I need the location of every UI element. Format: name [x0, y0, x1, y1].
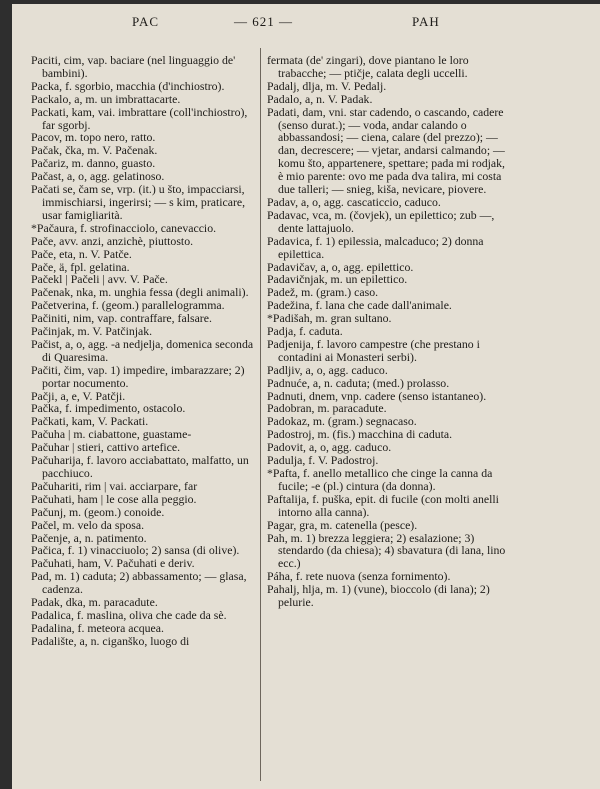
- dictionary-entry: Pačiti, čim, vap. 1) impedire, imbarazzare; 2) portar nocumento.: [31, 362, 245, 390]
- left-running-head: PAC: [132, 14, 160, 29]
- dictionary-entry: Pačuha | m. ciabattone, guastame-: [31, 427, 192, 442]
- dictionary-entry: Padulja, f. V. Padostroj.: [267, 453, 379, 468]
- dictionary-entry: Pačuhati, ham, V. Pačuhati e deriv.: [31, 556, 195, 571]
- dictionary-entry: Pačuhati, ham | le cose alla peggio.: [31, 491, 197, 506]
- dictionary-entry: Padati, dam, vni. star cadendo, o cascando, cadere (senso durat.); — voda, andar calando o abbassandosi; — ciena, calare (del prezzo); — dan, decrescere; — vjetar, andarsi calmando; — komu što, appartenere, spettare; pada mi rodjak, è mio parente: ovo me pada dva talira, mi costa due talleri; — snieg, kiša, nevicare, piovere.: [267, 104, 506, 197]
- dictionary-page: [12, 4, 600, 789]
- page-number: — 621 —: [234, 14, 293, 29]
- dictionary-entry: Padavičav, a, o, agg. epilettico.: [267, 259, 414, 274]
- column-divider: [260, 48, 261, 781]
- dictionary-entry: Padavica, f. 1) epilessia, malcaduco; 2) donna epilettica.: [267, 233, 484, 261]
- dictionary-entry: Pačkati, kam, V. Packati.: [31, 414, 149, 429]
- dictionary-entry: Pače, ä, fpl. gelatina.: [31, 259, 130, 274]
- dictionary-entry: Pačast, a, o, agg. gelatinoso.: [31, 169, 165, 184]
- dictionary-entry: Padak, dka, m. paracadute.: [31, 595, 158, 610]
- dictionary-entry: Pačariz, m. danno, guasto.: [31, 156, 156, 171]
- dictionary-entry: Pačunj, m. (geom.) conoide.: [31, 504, 165, 519]
- dictionary-entry: Padljiv, a, o, agg. caduco.: [267, 362, 388, 377]
- dictionary-entry: *Pafta, f. anello metallico che cinge la canna da fucile; -e (pl.) cintura (da donna).: [267, 466, 493, 493]
- dictionary-entry: Pačenak, nka, m. unghia fessa (degli animali).: [31, 285, 249, 300]
- dictionary-entry: Padalo, a, n. V. Padak.: [267, 91, 373, 106]
- dictionary-entry: Padjenija, f. lavoro campestre (che prestano i contadini ai Monasteri serbi).: [267, 336, 480, 364]
- right-column: [267, 54, 513, 783]
- dictionary-entry: Pačati se, čam se, vrp. (it.) u što, impacciarsi, immischiarsi, ingerirsi; — s kim, praticare, usar famigliarità.: [31, 182, 246, 222]
- page-header: [12, 14, 600, 32]
- dictionary-entry: Pačenje, a, n. patimento.: [31, 530, 147, 545]
- dictionary-entry: Pačak, čka, m. V. Pačenak.: [31, 143, 158, 158]
- dictionary-entry: Packa, f. sgorbio, macchia (d'inchiostro).: [31, 78, 225, 93]
- dictionary-entry: Padež, m. (gram.) caso.: [267, 285, 379, 300]
- dictionary-entry: Padnuti, dnem, vnp. cadere (senso istantaneo).: [267, 388, 487, 403]
- dictionary-entry: Pačekl | Pačeli | avv. V. Pače.: [31, 272, 168, 287]
- dictionary-entry: Páha, f. rete nuova (senza fornimento).: [267, 569, 451, 584]
- dictionary-entry: Padovit, a, o, agg. caduco.: [267, 440, 392, 455]
- dictionary-entry: Pahalj, hlja, m. 1) (vune), bioccolo (di lana); 2) pelurie.: [267, 582, 490, 610]
- dictionary-entry: Padav, a, o, agg. cascaticcio, caduco.: [267, 194, 441, 209]
- dictionary-entry: *Pačaura, f. strofinacciolo, canevaccio.: [31, 220, 217, 235]
- dictionary-entry: Pačetverina, f. (geom.) parallelogramma.: [31, 298, 225, 313]
- dictionary-entry: Pače, eta, n. V. Patče.: [31, 246, 132, 261]
- dictionary-entry: Pače, avv. anzi, anzichè, piuttosto.: [31, 233, 194, 248]
- dictionary-entry: Pačuharija, f. lavoro acciabattato, malfatto, un pacchiuco.: [31, 453, 249, 480]
- dictionary-entry: Pačji, a, e, V. Patčji.: [31, 388, 126, 403]
- dictionary-entry: Paciti, cim, vap. baciare (nel linguaggio de' bambini).: [31, 54, 236, 80]
- dictionary-entry: Padnuće, a, n. caduta; (med.) prolasso.: [267, 375, 450, 390]
- dictionary-entry: Pačinjak, m. V. Patčinjak.: [31, 324, 153, 339]
- dictionary-entry: Padobran, m. paracadute.: [267, 401, 387, 416]
- dictionary-entry: Padavac, vca, m. (čovjek), un epilettico; zub —, dente lattajuolo.: [267, 207, 495, 235]
- dictionary-entry: Pačka, f. impedimento, ostacolo.: [31, 401, 186, 416]
- dictionary-entry: Pačica, f. 1) vinacciuolo; 2) sansa (di olive).: [31, 543, 240, 558]
- dictionary-entry: Pačuhar | stieri, cattivo artefice.: [31, 440, 181, 455]
- dictionary-entry: Padja, f. caduta.: [267, 324, 343, 339]
- dictionary-entry: Pačel, m. velo da sposa.: [31, 517, 145, 532]
- dictionary-entry: Padokaz, m. (gram.) segnacaso.: [267, 414, 417, 429]
- dictionary-entry: Paftalija, f. puška, epit. di fucile (con molti anelli intorno alla canna).: [267, 491, 499, 519]
- dictionary-entry: Padalište, a, n. ciganško, luogo di: [31, 633, 190, 648]
- dictionary-entry: Pah, m. 1) brezza leggiera; 2) esalazione; 3) stendardo (da chiesa); 4) sbavatura (di lana, lino ecc.): [267, 530, 506, 571]
- dictionary-entry: *Padišah, m. gran sultano.: [267, 311, 392, 326]
- dictionary-entry: fermata (de' zingari), dove piantano le loro trabacche; — ptičje, calata degli uccelli.: [267, 54, 469, 80]
- dictionary-entry: Packalo, a, m. un imbrattacarte.: [31, 91, 181, 106]
- dictionary-entry: Pačuhariti, rim | vai. acciarpare, far: [31, 478, 198, 493]
- dictionary-entry: Padavičnjak, m. un epilettico.: [267, 272, 408, 287]
- dictionary-entry: Pagar, gra, m. catenella (pesce).: [267, 517, 418, 532]
- dictionary-entry: Pačiniti, nim, vap. contraffare, falsare.: [31, 311, 212, 326]
- left-column: [31, 54, 255, 783]
- dictionary-entry: Padalina, f. meteora acquea.: [31, 620, 164, 635]
- dictionary-entry: Padežina, f. lana che cade dall'animale.: [267, 298, 452, 313]
- dictionary-entry: Padalj, dlja, m. V. Pedalj.: [267, 78, 387, 93]
- dictionary-entry: Packati, kam, vai. imbrattare (coll'inchiostro), far sgorbj.: [31, 104, 248, 132]
- dictionary-entry: Pad, m. 1) caduta; 2) abbassamento; — glasa, cadenza.: [31, 569, 247, 597]
- dictionary-entry: Padostroj, m. (fis.) macchina di caduta.: [267, 427, 453, 442]
- dictionary-entry: Pacov, m. topo nero, ratto.: [31, 130, 156, 145]
- dictionary-entry: Pačist, a, o, agg. -a nedjelja, domenica seconda di Quaresima.: [31, 336, 254, 364]
- dictionary-entry: Padalica, f. maslina, oliva che cade da sè.: [31, 607, 227, 622]
- right-running-head: PAH: [412, 14, 440, 29]
